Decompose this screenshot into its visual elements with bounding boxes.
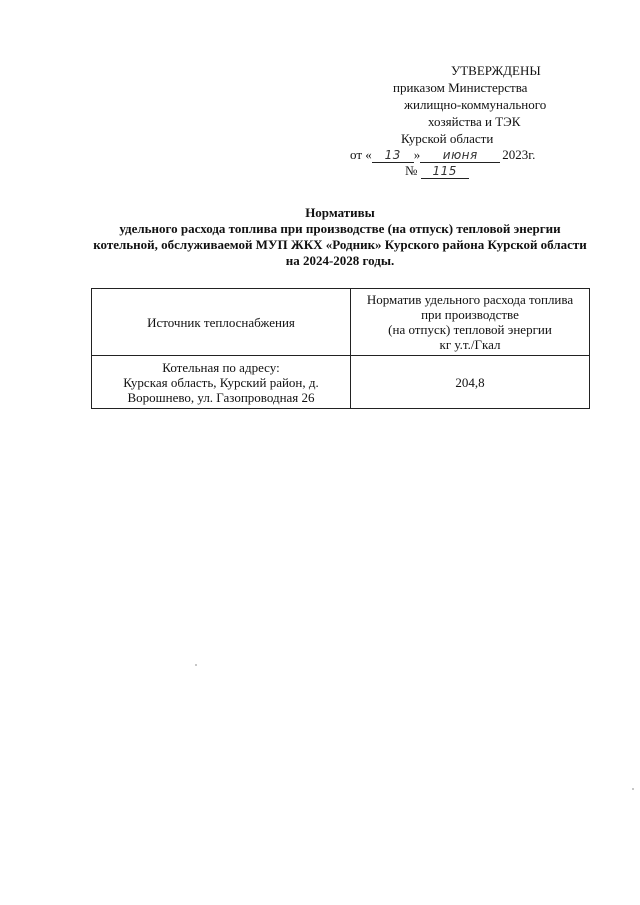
approval-block xyxy=(0,0,640,190)
scan-speck xyxy=(195,664,197,666)
cell-value xyxy=(351,356,590,409)
header-source-label: Источник теплоснабжения xyxy=(147,314,295,330)
header-norm-line-1: Норматив удельного расхода топлива xyxy=(366,292,574,307)
approval-line-1: приказом Министерства xyxy=(393,80,528,95)
approval-heading: УТВЕРЖДЕНЫ xyxy=(451,63,541,78)
norm-value: 204,8 xyxy=(455,374,485,390)
scan-speck xyxy=(632,788,634,790)
date-mid: » xyxy=(413,147,421,162)
title-subtitle: удельного расхода топлива при производстве (на отпуск) тепловой энергии котельной, обслуживаемой МУП ЖКХ «Родник» Курского района Курской области на 2024-2028 годы. xyxy=(93,221,587,268)
approval-line-4: Курской области xyxy=(401,131,494,146)
date-prefix: от « xyxy=(350,147,372,162)
source-line-3: Ворошнево, ул. Газопроводная 26 xyxy=(127,389,315,405)
approval-number xyxy=(405,163,469,179)
header-norm xyxy=(351,289,590,356)
date-day-handwritten: 13 xyxy=(372,148,414,163)
document-title xyxy=(90,205,590,269)
number-prefix: № xyxy=(405,163,418,178)
header-source xyxy=(92,289,351,356)
approval-date xyxy=(350,147,535,163)
header-norm-line-2: при производстве xyxy=(421,307,519,322)
title-heading: Нормативы xyxy=(305,205,375,220)
source-line-2: Курская область, Курский район, д. xyxy=(123,374,319,390)
source-line-1: Котельная по адресу: xyxy=(162,359,280,375)
table-row xyxy=(92,356,590,409)
approval-line-2: жилищно-коммунального xyxy=(404,97,547,112)
approval-line-3: хозяйства и ТЭК xyxy=(428,114,521,129)
cell-source xyxy=(92,356,351,409)
date-year: 2023г. xyxy=(502,147,536,162)
date-month-handwritten: июня xyxy=(420,148,500,163)
number-value-handwritten: 115 xyxy=(421,164,469,179)
norms-table xyxy=(91,288,590,409)
table-header-row xyxy=(92,289,590,356)
header-norm-unit: кг у.т./Гкал xyxy=(439,337,501,352)
header-norm-line-3: (на отпуск) тепловой энергии xyxy=(388,322,552,337)
